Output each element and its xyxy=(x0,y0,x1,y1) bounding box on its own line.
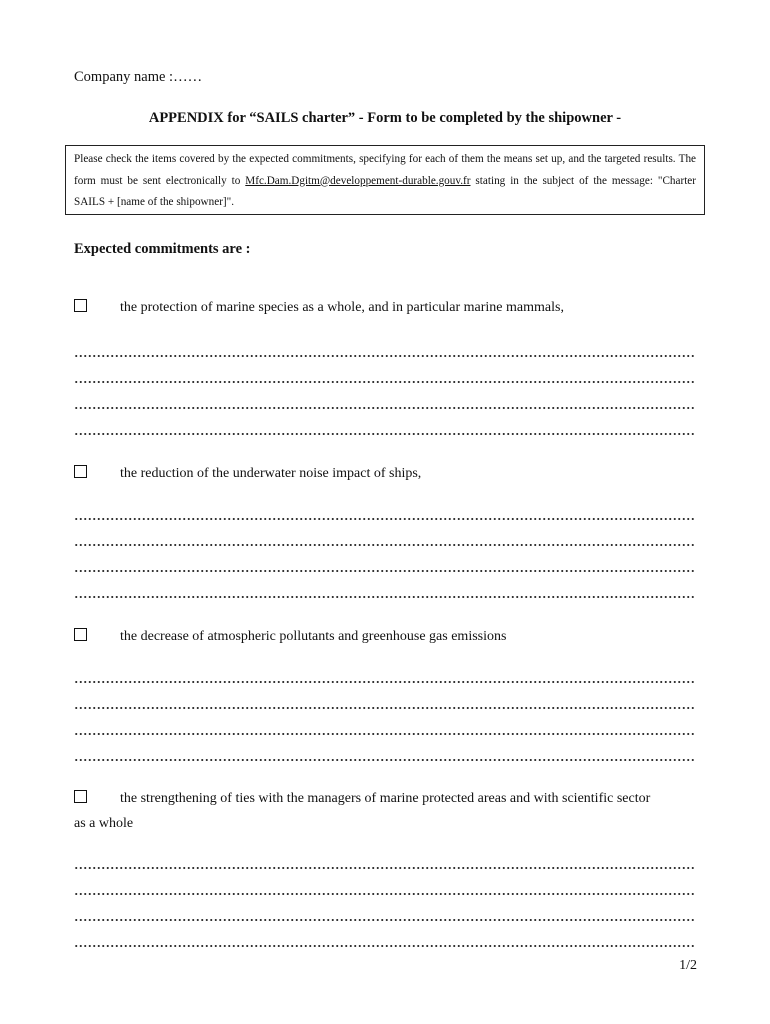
commitment-label: the strengthening of ties with the managers of marine protected areas and with scientific sector xyxy=(120,791,651,806)
company-name-label: Company name :…… xyxy=(74,69,203,85)
answer-line[interactable] xyxy=(74,406,695,410)
section-heading: Expected commitments are : xyxy=(74,241,251,257)
instructions-box xyxy=(65,145,705,215)
answer-line[interactable] xyxy=(74,944,695,948)
commitment-checkbox[interactable] xyxy=(74,790,87,803)
commitment-label: the protection of marine species as a whole, and in particular marine mammals, xyxy=(120,300,564,315)
commitment-checkbox[interactable] xyxy=(74,628,87,641)
answer-line[interactable] xyxy=(74,380,695,384)
answer-line[interactable] xyxy=(74,866,695,870)
commitment-label-continuation: as a whole xyxy=(74,816,134,831)
commitment-checkbox[interactable] xyxy=(74,465,87,478)
commitment-label: the reduction of the underwater noise impact of ships, xyxy=(120,466,422,481)
email-link[interactable]: Mfc.Dam.Dgitm@developpement-durable.gouv.fr xyxy=(245,174,471,187)
answer-line[interactable] xyxy=(74,543,695,547)
answer-line[interactable] xyxy=(74,432,695,436)
page-title: APPENDIX for “SAILS charter” - Form to be completed by the shipowner - xyxy=(148,110,622,126)
answer-line[interactable] xyxy=(74,354,695,358)
answer-line[interactable] xyxy=(74,595,695,599)
answer-line[interactable] xyxy=(74,892,695,896)
answer-line[interactable] xyxy=(74,517,695,521)
instructions-text-before: Please check the items covered by the expected commitments, specifying for each of them the means set up, and the targeted results. The form must be sent electronically to xyxy=(74,153,696,187)
answer-line[interactable] xyxy=(74,732,695,736)
instructions-text-after: stating in the subject of the message: "Charter SAILS + [name of the shipowner]". xyxy=(74,174,696,208)
answer-line[interactable] xyxy=(74,758,695,762)
answer-line[interactable] xyxy=(74,569,695,573)
answer-line[interactable] xyxy=(74,680,695,684)
page-number: 1/2 xyxy=(679,958,697,973)
commitment-label: the decrease of atmospheric pollutants and greenhouse gas emissions xyxy=(120,629,507,644)
answer-line[interactable] xyxy=(74,706,695,710)
answer-line[interactable] xyxy=(74,918,695,922)
commitment-checkbox[interactable] xyxy=(74,299,87,312)
